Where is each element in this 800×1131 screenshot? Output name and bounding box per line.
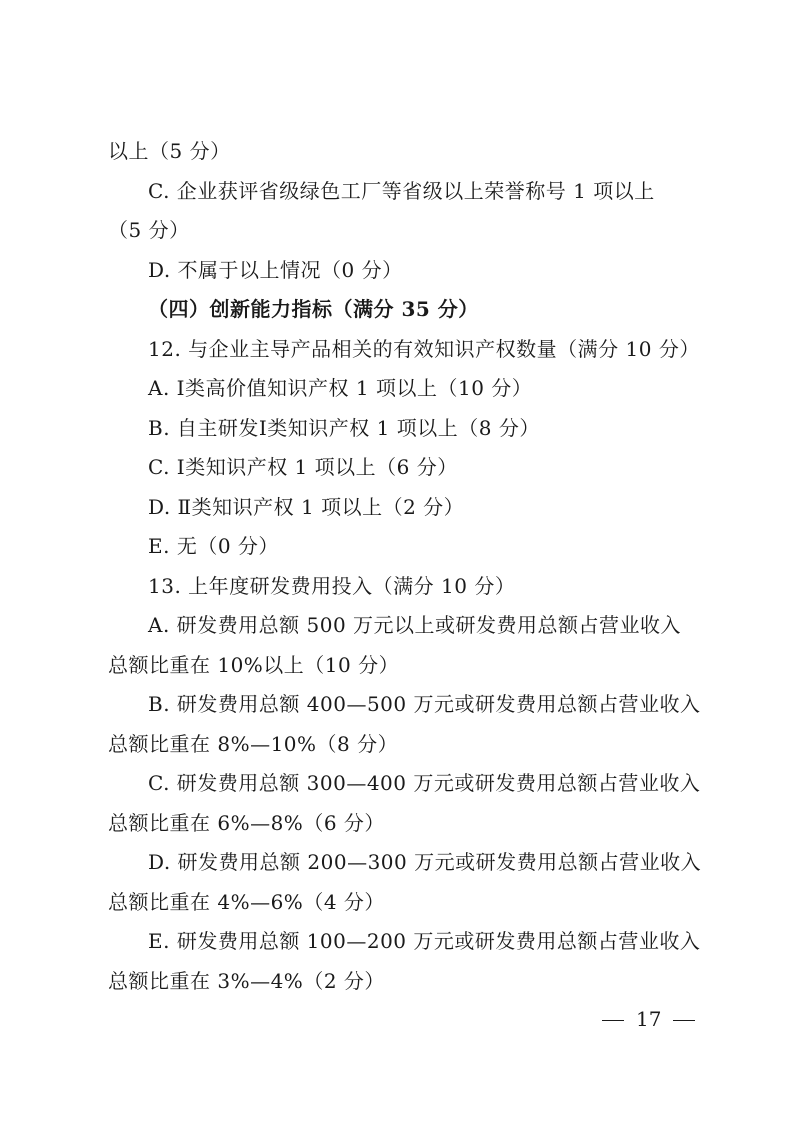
text-line: 总额比重在 8%—10%（8 分） [108, 732, 399, 756]
text-line: 总额比重在 6%—8%（6 分） [108, 811, 385, 835]
text-line: C. Ⅰ类知识产权 1 项以上（6 分） [148, 455, 458, 479]
text-line: C. 研发费用总额 300—400 万元或研发费用总额占营业收入 [148, 771, 701, 795]
text-line: D. Ⅱ类知识产权 1 项以上（2 分） [148, 495, 465, 519]
text-line: 总额比重在 10%以上（10 分） [108, 653, 400, 677]
page-number [590, 1005, 707, 1033]
page-number-value: 17 [636, 1007, 662, 1031]
page-number-dash-right [673, 1020, 695, 1021]
page-number-dash-left [602, 1020, 624, 1021]
text-line: A. Ⅰ类高价值知识产权 1 项以上（10 分） [148, 376, 533, 400]
text-line: D. 研发费用总额 200—300 万元或研发费用总额占营业收入 [148, 850, 702, 874]
text-line: D. 不属于以上情况（0 分） [148, 258, 403, 282]
text-line: E. 无（0 分） [148, 534, 279, 558]
text-line: A. 研发费用总额 500 万元以上或研发费用总额占营业收入 [148, 613, 682, 637]
text-line: B. 自主研发Ⅰ类知识产权 1 项以上（8 分） [148, 416, 540, 440]
text-line: C. 企业获评省级绿色工厂等省级以上荣誉称号 1 项以上 [148, 179, 655, 203]
text-line: 以上（5 分） [108, 139, 231, 163]
item-heading: 13. 上年度研发费用投入（满分 10 分） [148, 574, 516, 598]
text-line: 总额比重在 3%—4%（2 分） [108, 969, 385, 993]
text-line: （5 分） [108, 218, 190, 242]
item-heading: 12. 与企业主导产品相关的有效知识产权数量（满分 10 分） [148, 337, 700, 361]
section-heading: （四）创新能力指标（满分 35 分） [148, 297, 479, 321]
text-line: E. 研发费用总额 100—200 万元或研发费用总额占营业收入 [148, 929, 701, 953]
text-line: 总额比重在 4%—6%（4 分） [108, 890, 385, 914]
text-line: B. 研发费用总额 400—500 万元或研发费用总额占营业收入 [148, 692, 701, 716]
